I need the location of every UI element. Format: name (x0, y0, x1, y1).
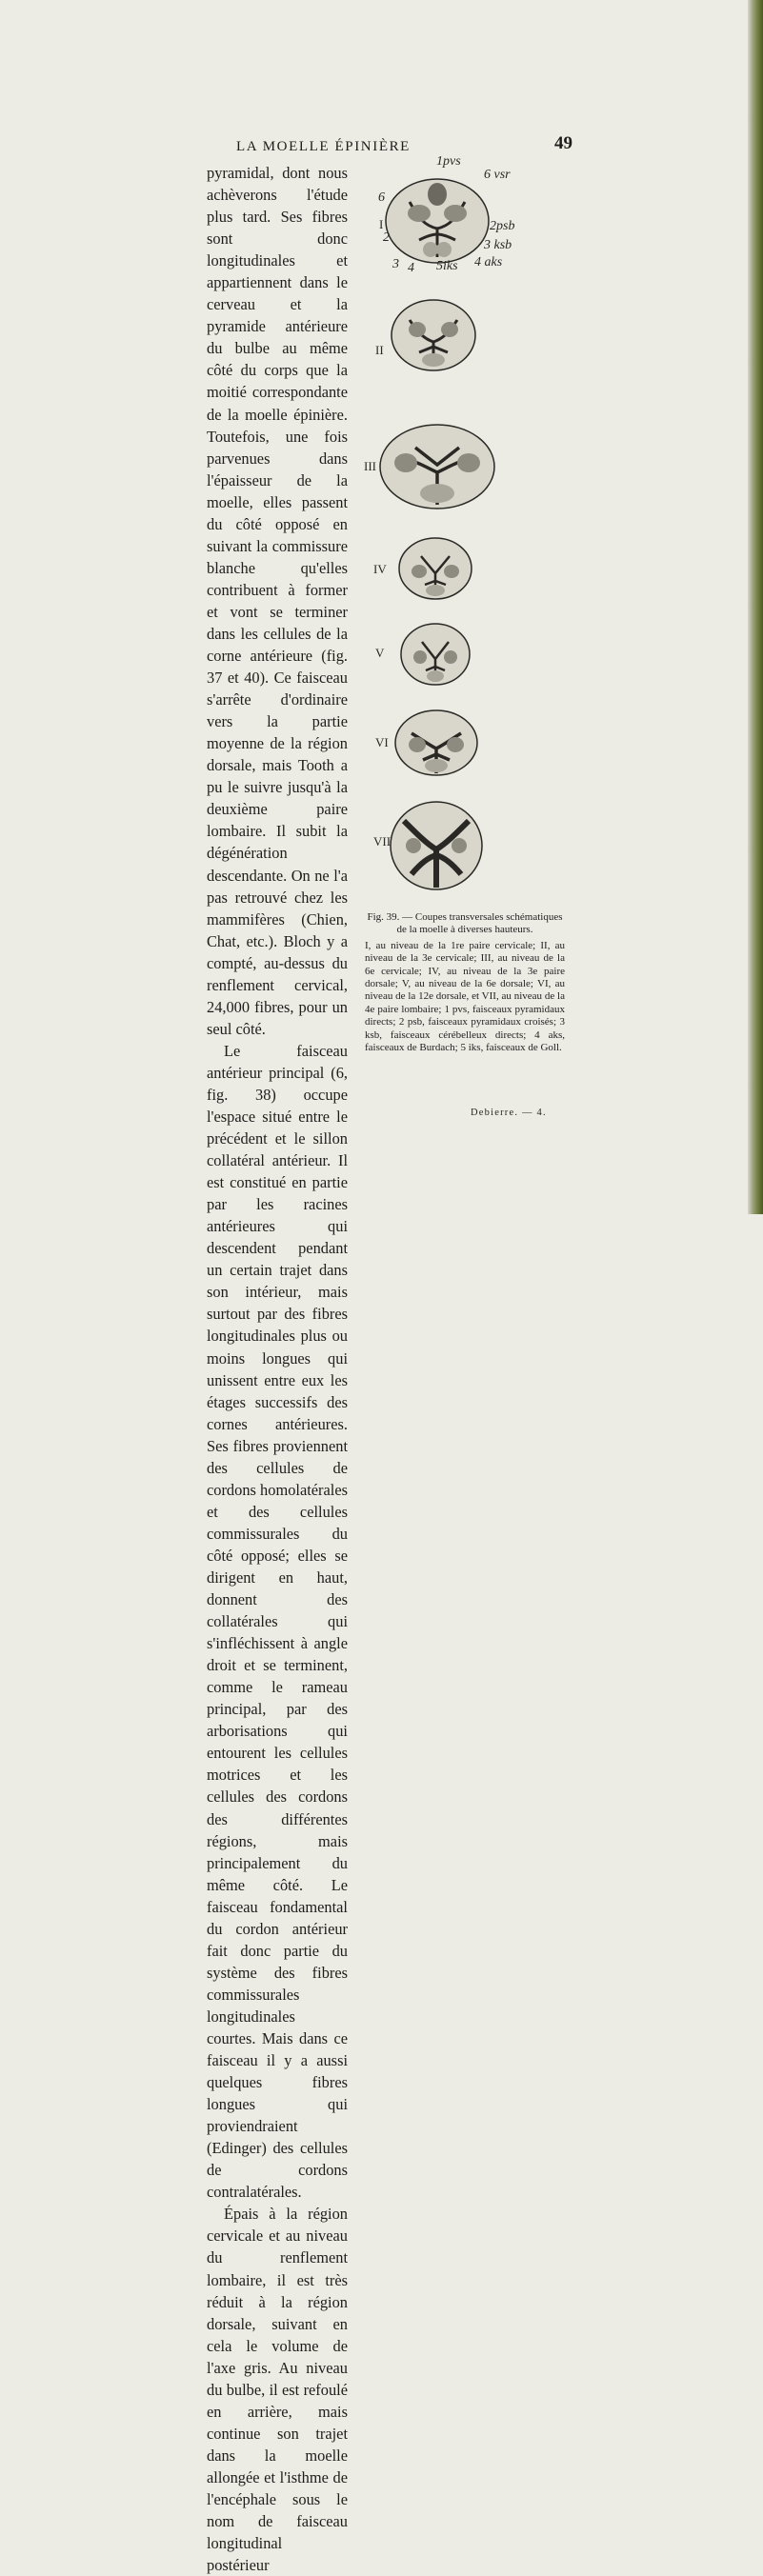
body-text (207, 162, 348, 2576)
level-label-VII: VII (373, 834, 392, 849)
page-number: 49 (554, 133, 572, 153)
running-header: LA MOELLE ÉPINIÈRE (236, 139, 411, 154)
level-label-II: II (375, 343, 384, 357)
section-III-drawing (375, 419, 499, 514)
paragraph-2: Le faisceau antérieur principal (6, fig. 38) occupe l'espace situé entre le précédent et le sillon collatéral antérieur. Il est constitué en partie par les racines antérieures qui descendent pendant un certain trajet dans son intérieur, mais surtout par des fibres longitudinales plus ou moins longues qui unissent entre eux les étages successifs des cornes antérieures. Ses fibres proviennent des cellules de cordons homolatérales et des cellules commissurales du côté opposé; elles se dirigent en haut, donnent des collatérales qui s'infléchissent à angle droit et se terminent, comme le rameau principal, par des arborisations qui entourent les cellules motrices et les cellules des cordons des différentes régions, mais principalement du même côté. Le faisceau fondamental du cordon antérieur fait donc partie du système des fibres commissurales longitudinales courtes. Mais dans ce faisceau il y a aussi quelques fibres longues qui proviendraient (Edinger) des cellules de cordons contralatérales. (207, 1041, 348, 2202)
figure-spinal-sections (352, 152, 524, 895)
caption-legend: I, au niveau de la 1re paire cervicale; II, au niveau de la 3e cervicale; III, au niveau de la 6e cervicale; IV, au niveau de la 3e paire dorsale; V, au niveau de la 6e dorsale; VI, au niveau de la 12e dorsale, et VII, au niveau de la 4e paire lombaire; 1 pvs, faisceaux pyramidaux directs; 2 psb, faisceaux pyramidaux croisés; 3 ksb, faisceaux cérébelleux directs; 4 aks, faisceaux de Burdach; 5 iks, faisceaux de Goll. (365, 939, 565, 1054)
label-2: 2 (383, 230, 390, 245)
section-I-drawing (381, 173, 493, 269)
label-6vsr: 6 vsr (484, 168, 511, 182)
paragraph-1: pyramidal, dont nous achèverons l'étude plus tard. Ses fibres sont donc longitudinales et appartiennent dans le cerveau et la pyramide antérieure du bulbe au même côté du corps que la moitié correspondante de la moelle épinière. Toutefois, une fois parvenues dans l'épaisseur de la moelle, elles passent du côté opposé en suivant la commissure blanche qu'elles contribuent à former et vont se terminer dans les cellules de la corne antérieure (fig. 37 et 40). Ce faisceau s'arrête d'ordinaire vers la partie moyenne de la région dorsale, mais Tooth a pu le suivre jusqu'à la deuxième paire lombaire. Il subit la dégénération descendante. On ne l'a pas retrouvé chez les mammifères (Chien, Chat, etc.). Bloch y a compté, au-dessus du renflement cervical, 24,000 fibres, pour un seul côté. (207, 164, 348, 1038)
level-label-III: III (364, 459, 376, 473)
label-3: 3 (392, 257, 399, 271)
label-4aks: 4 aks (474, 255, 503, 270)
section-V-drawing (396, 619, 474, 689)
section-IV-drawing (394, 533, 476, 604)
level-label-V: V (375, 646, 385, 660)
level-label-IV: IV (373, 562, 387, 576)
level-label-I: I (379, 217, 384, 231)
label-5iks: 5iks (436, 259, 458, 273)
page-edge-shadow (748, 0, 763, 1214)
label-1pvs: 1pvs (436, 154, 461, 169)
label-3ksb: 3 ksb (484, 238, 512, 252)
label-2psb: 2psb (490, 219, 515, 233)
label-4: 4 (408, 261, 414, 275)
footer-signature: Debierre. — 4. (471, 1108, 547, 1118)
caption-title: Fig. 39. — Coupes transversales schématiques de la moelle à diverses hauteurs. (367, 911, 563, 936)
figure-caption (365, 911, 565, 1054)
label-6: 6 (378, 190, 385, 205)
paragraph-3: Épais à la région cervicale et au niveau du renflement lombaire, il est très réduit à la région dorsale, suivant en cela le volume de l'axe gris. Au niveau du bulbe, il est refoulé en arrière, mais continue son trajet dans la moelle allongée et l'isthme de l'encéphale sous le nom de faisceau longitudinal postérieur (207, 2205, 348, 2575)
level-label-VI: VI (375, 735, 389, 749)
section-VI-drawing (391, 705, 482, 781)
section-II-drawing (387, 295, 480, 375)
section-VII-drawing (385, 796, 488, 895)
